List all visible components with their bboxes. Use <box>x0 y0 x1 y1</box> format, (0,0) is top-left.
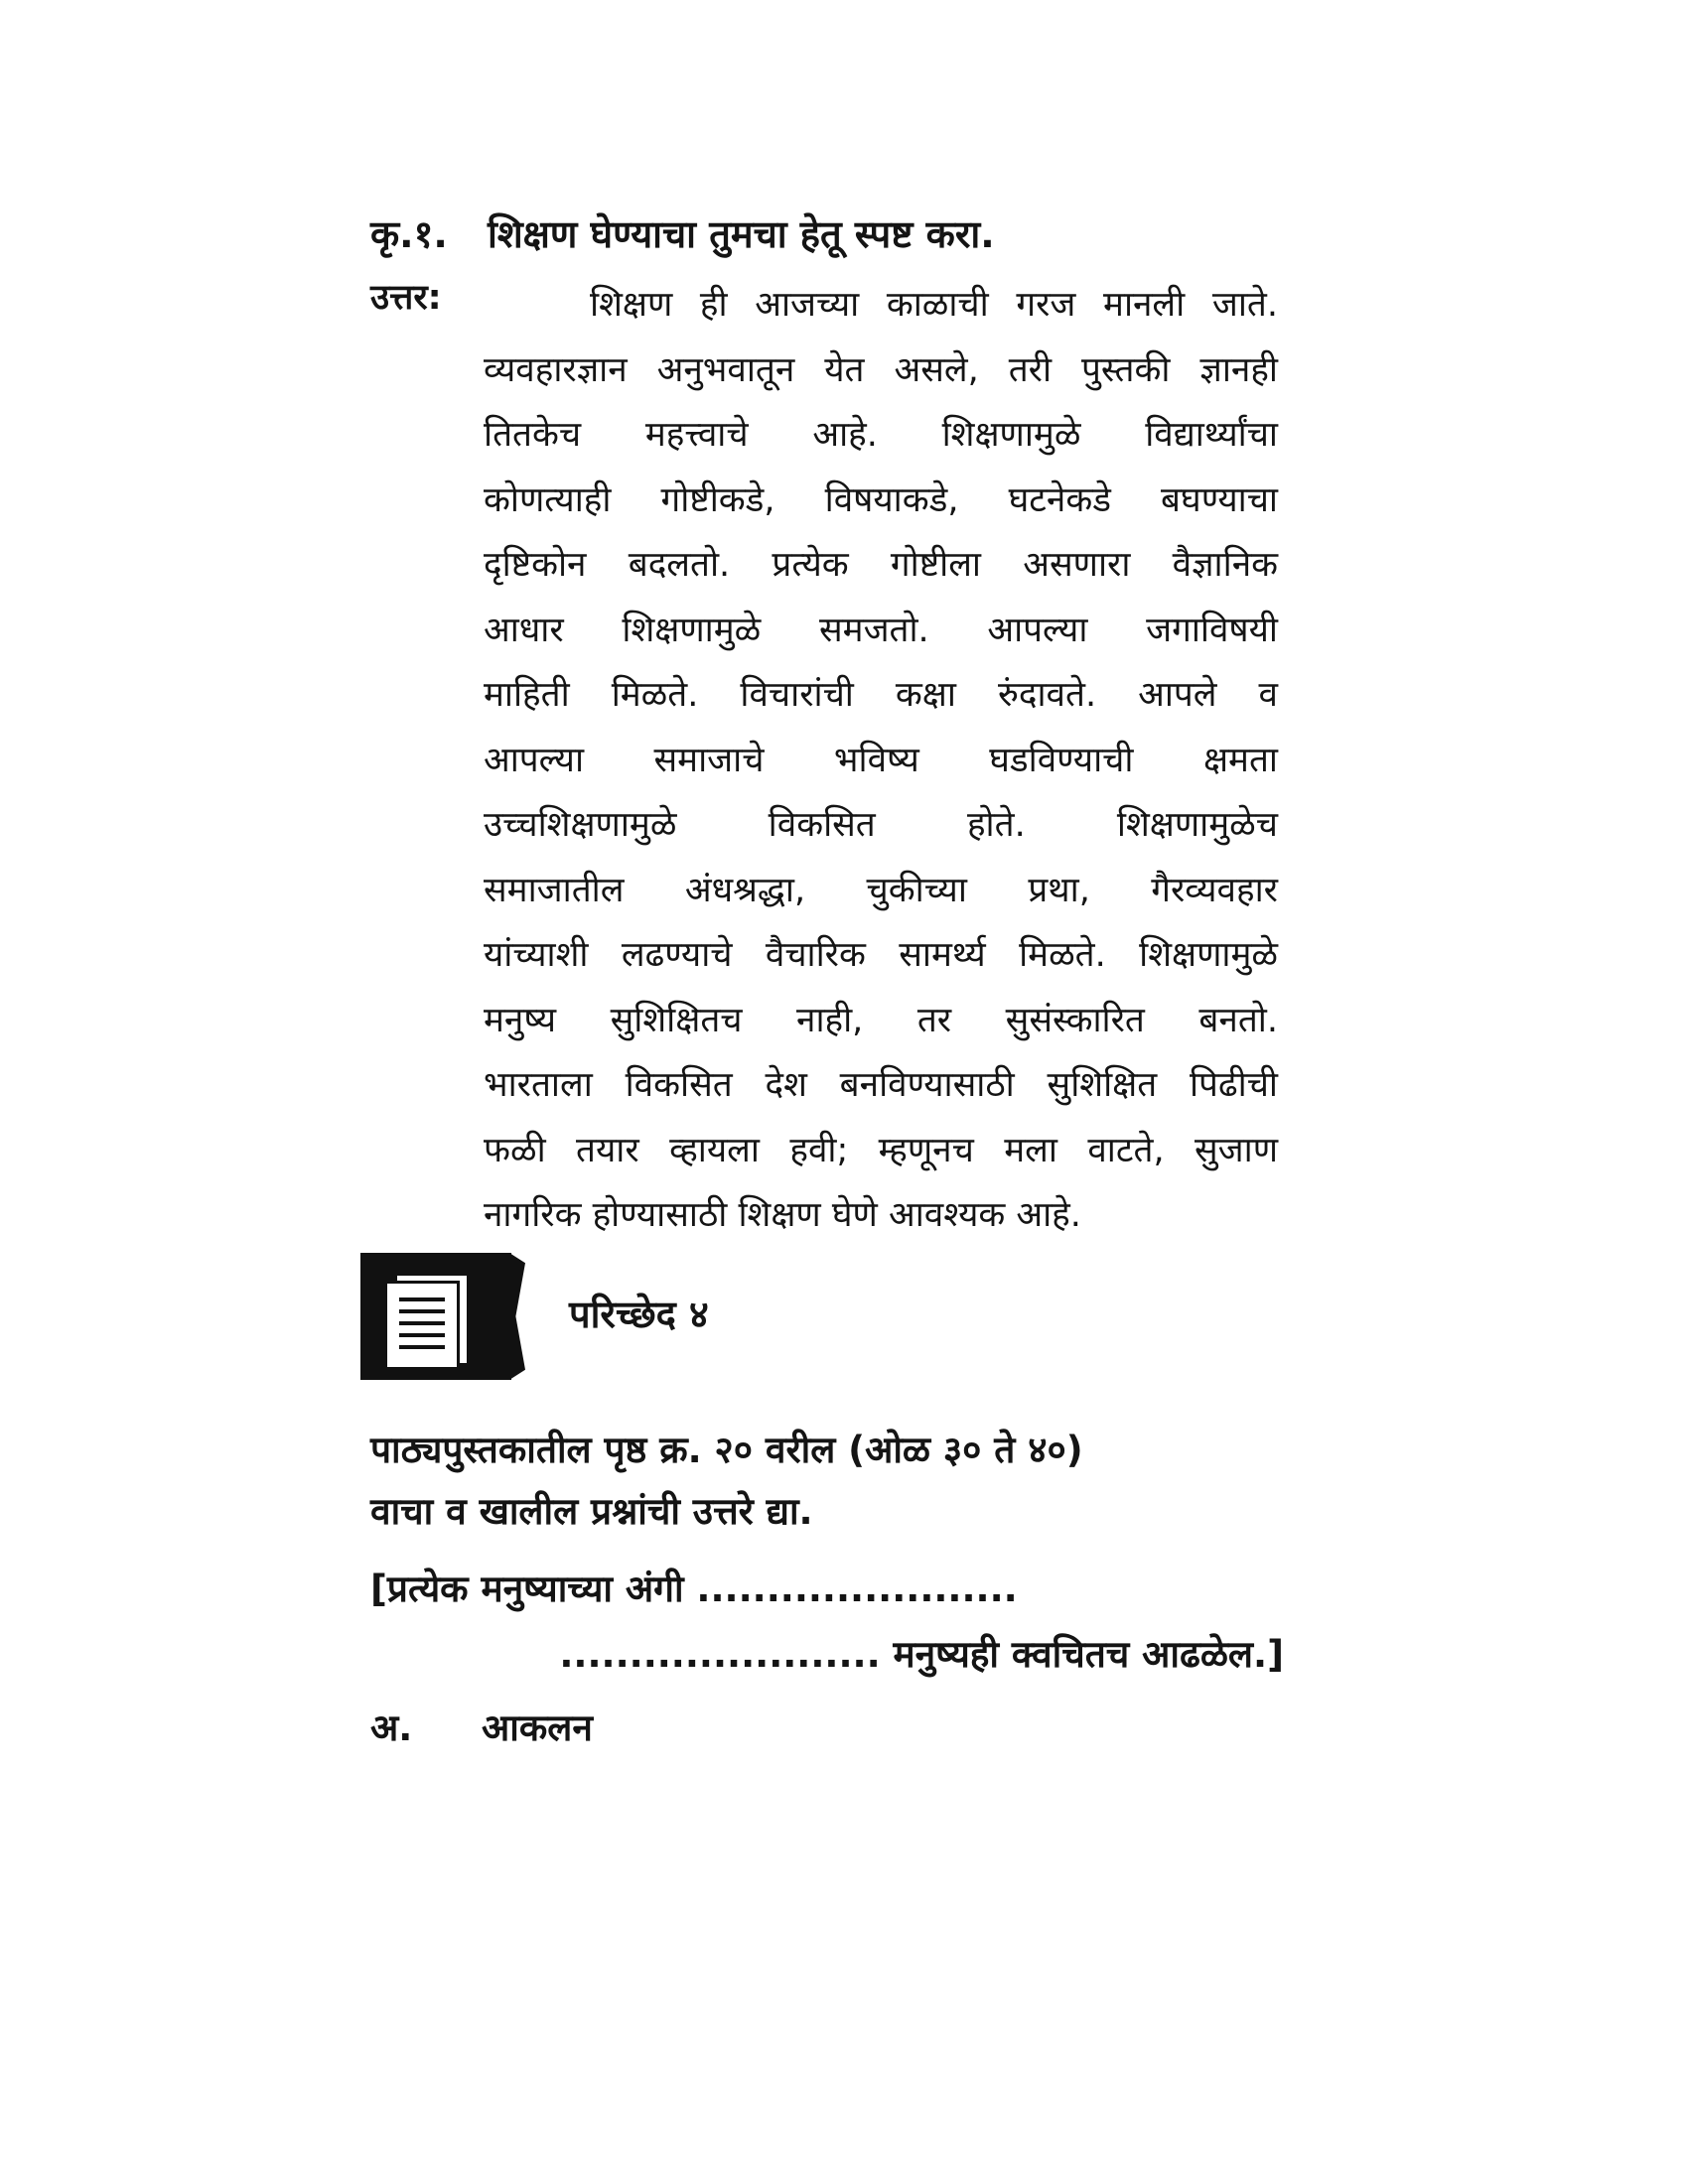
answer-line: भारताला विकसित देश बनविण्यासाठी सुशिक्षित पिढीची <box>484 1065 1278 1105</box>
question-number: कृ.१. <box>370 212 448 256</box>
instruction-line: पाठ्यपुस्तकातील पृष्ठ क्र. २० वरील (ओळ ३० ते ४०) <box>370 1429 1083 1471</box>
answer-line: फळी तयार व्हायला हवी; म्हणूनच मला वाटते, सुजाण <box>484 1130 1278 1170</box>
instruction-line: वाचा व खालील प्रश्नांची उत्तरे द्या. <box>370 1490 813 1533</box>
answer-line: मनुष्य सुशिक्षितच नाही, तर सुसंस्कारित बनतो. <box>484 1000 1278 1040</box>
answer-line: दृष्टिकोन बदलतो. प्रत्येक गोष्टीला असणारा वैज्ञानिक <box>484 545 1278 585</box>
answer-line: आधार शिक्षणामुळे समजतो. आपल्या जगाविषयी <box>484 610 1278 650</box>
answer-line: नागरिक होण्यासाठी शिक्षण घेणे आवश्यक आहे. <box>484 1195 1081 1235</box>
sub-heading-text: आकलन <box>482 1706 593 1749</box>
answer-paragraph <box>484 273 1278 1249</box>
answer-line: कोणत्याही गोष्टीकडे, विषयाकडे, घटनेकडे बघण्याचा <box>484 479 1278 520</box>
answer-line: आपल्या समाजाचे भविष्य घडविण्याची क्षमता <box>484 740 1278 780</box>
passage-reference <box>370 1557 1284 1688</box>
answer-line: व्यवहारज्ञान अनुभवातून येत असले, तरी पुस्तकी ज्ञानही <box>484 349 1278 390</box>
answer-line: तितकेच महत्त्वाचे आहे. शिक्षणामुळे विद्यार्थ्यांचा <box>484 415 1278 455</box>
document-icon <box>360 1253 511 1380</box>
question-text: शिक्षण घेण्याचा तुमचा हेतू स्पष्ट करा. <box>488 212 995 256</box>
answer-line: शिक्षण ही आजच्या काळाची गरज मानली जाते. <box>590 285 1278 325</box>
answer-line: माहिती मिळते. विचारांची कक्षा रुंदावते. आपले व <box>484 675 1278 715</box>
passage-start: [प्रत्येक मनुष्याच्या अंगी ....................... <box>370 1568 1018 1610</box>
sub-heading-mark: अ. <box>370 1706 413 1749</box>
icon-notch <box>509 1253 525 1380</box>
instruction-text <box>370 1420 1284 1543</box>
section-title: परिच्छेद ४ <box>569 1293 709 1336</box>
answer-line: उच्चशिक्षणामुळे विकसित होते. शिक्षणामुळेच <box>484 805 1278 845</box>
icon-front-page <box>384 1281 460 1370</box>
answer-line: यांच्याशी लढण्याचे वैचारिक सामर्थ्य मिळते. शिक्षणामुळे <box>484 935 1278 975</box>
sub-heading <box>370 1703 593 1754</box>
answer-line: समाजातील अंधश्रद्धा, चुकीच्या प्रथा, गैरव्यवहार <box>484 870 1278 910</box>
answer-label: उत्तर: <box>370 278 442 318</box>
passage-end: ....................... मनुष्यही क्वचितच आढळेल.] <box>559 1633 1284 1676</box>
question-heading <box>370 208 1363 260</box>
